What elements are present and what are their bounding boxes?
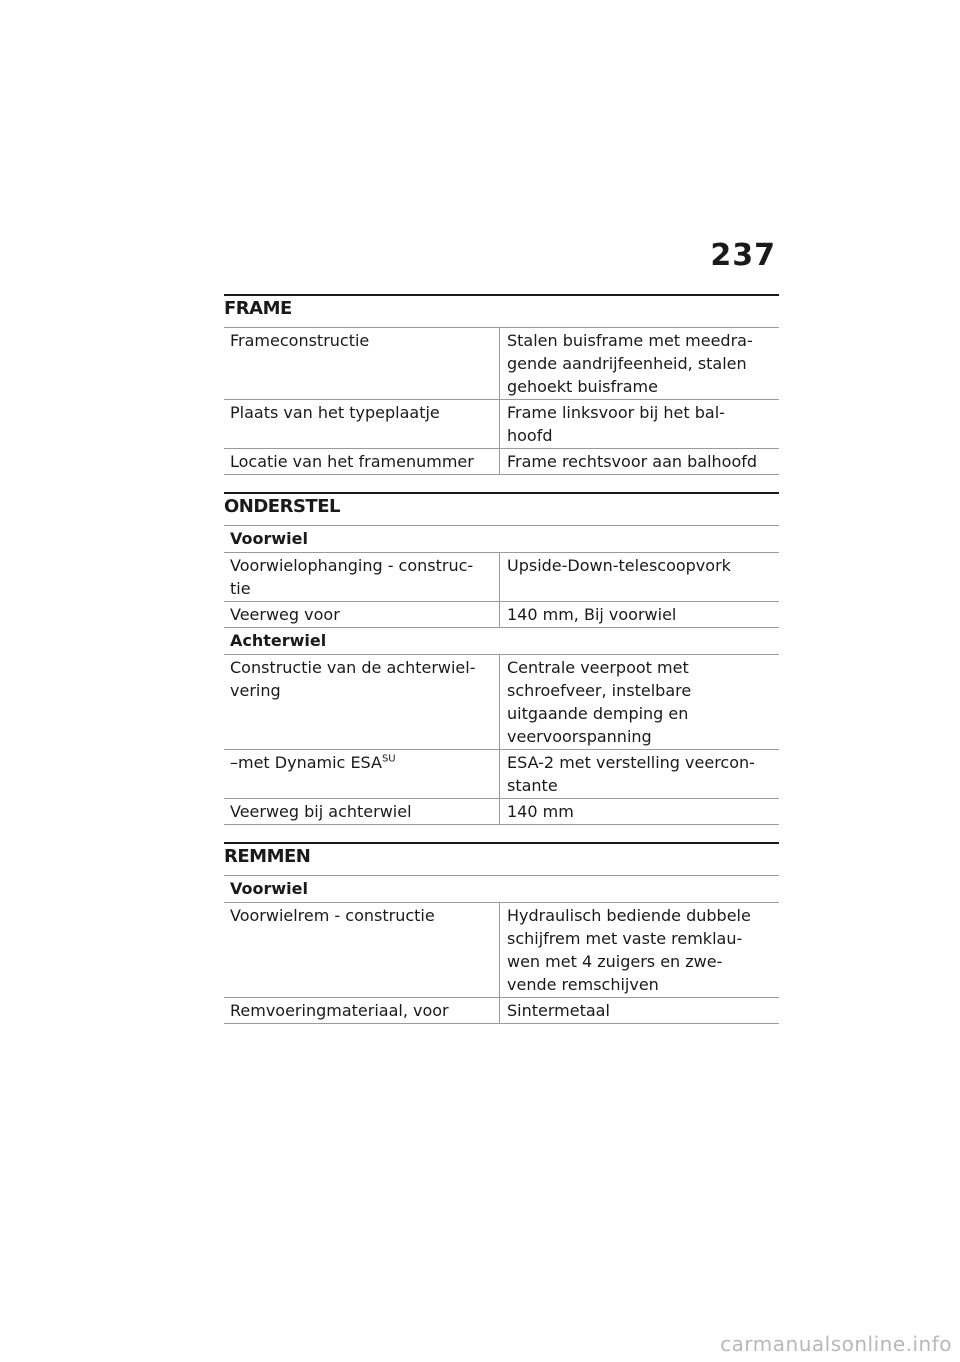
row-label: Plaats van het typeplaatje <box>224 400 500 448</box>
watermark: carmanualsonline.info <box>720 1332 952 1356</box>
row-label: Locatie van het framenummer <box>224 449 500 474</box>
section-title: REMMEN <box>224 846 311 867</box>
row-value: 140 mm <box>507 802 574 821</box>
table-row <box>224 654 779 749</box>
table-row <box>224 997 779 1024</box>
row-value: Upside-Down-telescoopvork <box>507 556 731 575</box>
row-label: Veerweg bij achterwiel <box>224 799 500 824</box>
section-title: FRAME <box>224 298 292 319</box>
row-value: Frame linksvoor bij het bal- hoofd <box>507 403 725 445</box>
section-remmen <box>224 842 779 1024</box>
spec-content <box>224 294 779 1024</box>
row-label: Remvoeringmateriaal, voor <box>224 998 500 1023</box>
section-title: ONDERSTEL <box>224 496 340 517</box>
table-row <box>224 552 779 601</box>
table-row <box>224 399 779 448</box>
row-value: ESA-2 met verstelling veercon- stante <box>507 753 755 795</box>
row-value: Centrale veerpoot met schroefveer, instelbare uitgaande demping en veervoorspanning <box>507 658 692 746</box>
table-row <box>224 798 779 825</box>
row-label: Veerweg voor <box>224 602 500 627</box>
section-frame <box>224 294 779 475</box>
section-onderstel <box>224 492 779 825</box>
subheading: Achterwiel <box>224 627 779 654</box>
row-label: Frameconstructie <box>224 328 500 399</box>
subheading: Voorwiel <box>224 875 779 902</box>
page-number: 237 <box>710 238 776 273</box>
row-value: Stalen buisframe met meedra- gende aandrijfeenheid, stalen gehoekt buisframe <box>507 331 753 396</box>
row-label: Voorwielrem - constructie <box>224 903 500 997</box>
table-row <box>224 749 779 798</box>
row-label <box>224 750 500 798</box>
table-row <box>224 448 779 475</box>
row-value: Sintermetaal <box>507 1001 610 1020</box>
superscript: SU <box>381 753 396 765</box>
table-row <box>224 327 779 399</box>
row-label-text: –met Dynamic ESA <box>230 753 382 772</box>
row-value: Frame rechtsvoor aan balhoofd <box>507 452 758 471</box>
row-label: Constructie van de achterwiel- vering <box>224 655 500 749</box>
subheading: Voorwiel <box>224 525 779 552</box>
row-label: Voorwielophanging - construc- tie <box>224 553 500 601</box>
row-value: 140 mm, Bij voorwiel <box>507 605 677 624</box>
table-row <box>224 601 779 627</box>
row-value: Hydraulisch bediende dubbele schijfrem met vaste remklau- wen met 4 zuigers en zwe- vende remschijven <box>507 906 751 994</box>
table-row <box>224 902 779 997</box>
